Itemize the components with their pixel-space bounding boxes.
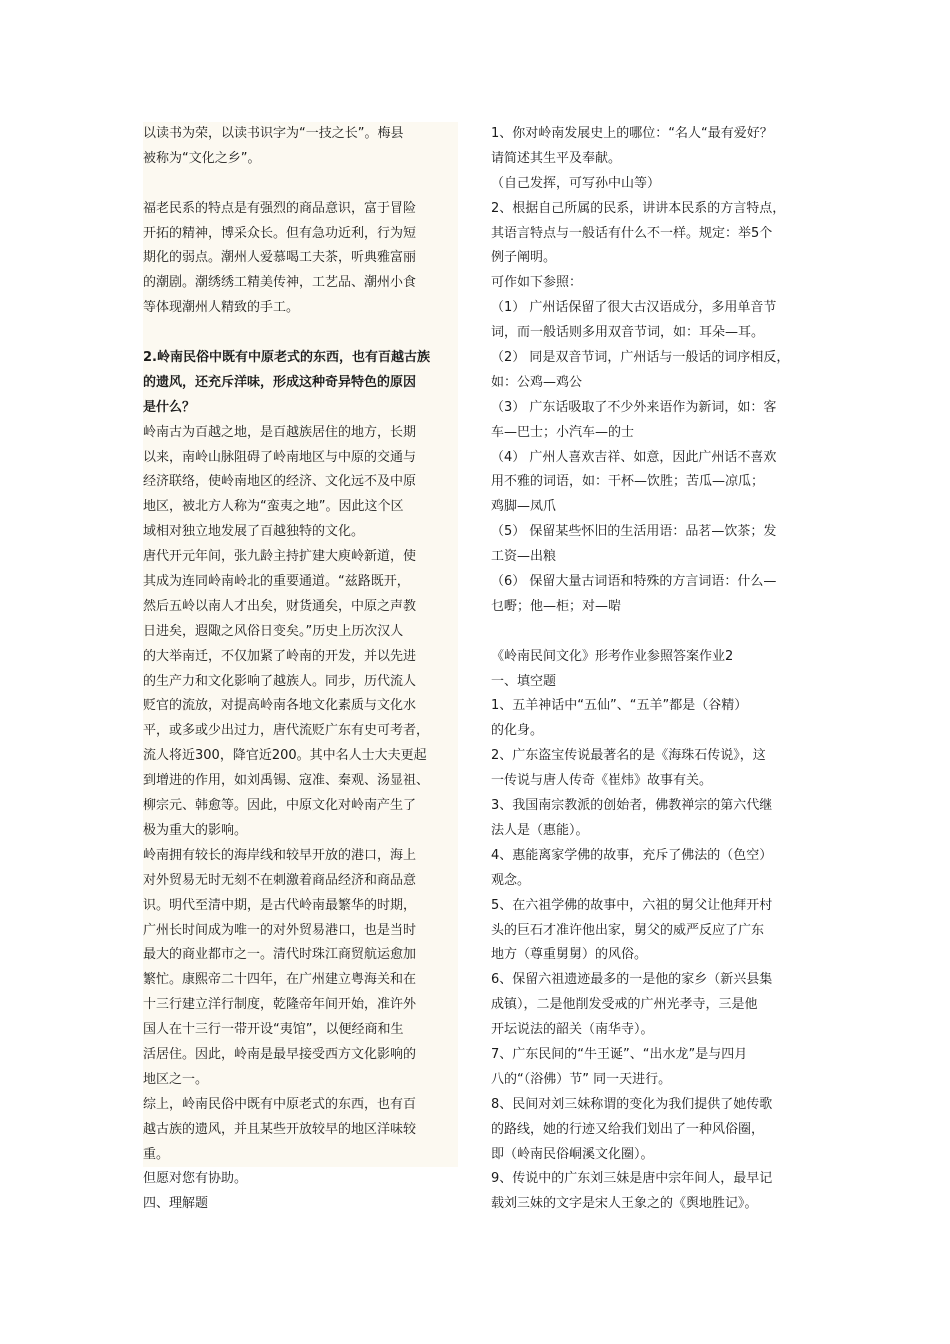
text-line: 的化身。 [491, 723, 544, 739]
text-line: 1、你对岭南发展史上的哪位：“名人“最有爱好？ [491, 126, 773, 141]
text-line: 被称为“文化之乡”。 [143, 150, 261, 166]
text-line: （6） 保留大量古词语和特殊的方言词语：什么— [491, 574, 777, 590]
text-line: 国人在十三行一带开设“夷馆”，以便经商和生 [143, 1022, 404, 1038]
paragraph [491, 645, 811, 1217]
text-line: 3、我国南宗教派的创始者，佛教禅宗的第六代继 [491, 798, 773, 814]
text-line: 地区，被北方人称为“蛮夷之地”。因此这个区 [143, 499, 404, 515]
text-line: 最大的商业都市之一。清代时珠江商贸航运愈加 [143, 947, 417, 963]
text-line: 鸡脚—凤爪 [491, 499, 557, 515]
text-line: 综上，岭南民俗中既有中原老式的东西，也有百 [143, 1096, 417, 1112]
text-line: 即（岭南民俗峒溪文化圈）。 [491, 1146, 654, 1162]
text-line: 十三行建立洋行制度，乾隆帝年间开始，准许外 [143, 997, 417, 1013]
text-line: 观念。 [491, 872, 531, 888]
text-line: 期化的弱点。潮州人爱慕喝工夫茶，听典雅富丽 [143, 250, 417, 266]
paragraph [143, 421, 458, 545]
blank-line [143, 172, 458, 197]
paragraph [143, 1093, 458, 1168]
text-line: 可作如下参照： [491, 275, 583, 291]
text-line: 例子阐明。 [491, 250, 557, 266]
text-line: 但愿对您有协助。 [143, 1171, 248, 1187]
text-line: 一、填空题 [491, 673, 557, 689]
text-line: 开拓的精神，博采众长。但有急功近利，行为短 [143, 225, 417, 241]
paragraph [143, 1167, 458, 1217]
text-line: 用不雅的词语，如：干杯—饮胜；苦瓜—凉瓜； [491, 474, 765, 490]
text-line: 5、在六祖学佛的故事中，六祖的舅父让他拜开村 [491, 897, 773, 913]
text-line: 4、惠能离家学佛的故事，充斥了佛法的（色空） [491, 847, 773, 863]
text-line: 等体现潮州人精致的手工。 [143, 300, 300, 316]
text-line: （自己发挥，可写孙中山等） [491, 175, 661, 191]
text-line: 域相对独立地发展了百越独特的文化。 [143, 524, 365, 540]
text-line: 活居住。因此，岭南是最早接受西方文化影响的 [143, 1046, 417, 1062]
text-line: 经济联络，使岭南地区的经济、文化远不及中原 [143, 474, 417, 490]
text-line: 其成为连同岭南岭北的重要通道。“兹路既开， [143, 574, 410, 590]
text-line: 岭南拥有较长的海岸线和较早开放的港口，海上 [143, 847, 417, 863]
text-line: 《岭南民间文化》形考作业参照答案作业2 [491, 648, 734, 664]
paragraph [491, 122, 811, 620]
text-line: 以来，南岭山脉阻碍了岭南地区与中原的交通与 [143, 449, 417, 465]
text-line: 开坛说法的韶关（南华寺）。 [491, 1022, 654, 1038]
text-line: 的大举南迁，不仅加紧了岭南的开发，并以先进 [143, 648, 417, 664]
text-line: 越古族的遗风，并且某些开放较早的地区洋味较 [143, 1121, 417, 1137]
text-line: 词，而一般话则多用双音节词，如：耳朵—耳。 [491, 325, 765, 341]
text-line: 头的巨石才准许他出家，舅父的威严反应了广东 [491, 922, 765, 938]
text-line: 重。 [143, 1146, 170, 1162]
text-line: 的路线，她的行迹又给我们划出了一种风俗圈， [491, 1121, 765, 1137]
text-line: 繁忙。康熙帝二十四年，在广州建立粤海关和在 [143, 972, 417, 988]
paragraph [143, 545, 458, 844]
text-line: （2） 同是双音节词，广州话与一般话的词序相反， [491, 350, 790, 366]
text-line: 以读书为荣，以读书识字为“一技之长”。梅县 [143, 126, 404, 141]
text-line: 2、广东盗宝传说最著名的是《海珠石传说》，这 [491, 748, 766, 764]
text-line: 车—巴士；小汽车—的士 [491, 424, 635, 440]
right-column [491, 122, 811, 1217]
text-line: 地方（尊重舅舅）的风俗。 [491, 947, 648, 963]
text-line: 2、根据自己所属的民系，讲讲本民系的方言特点， [491, 200, 786, 216]
text-line: 日进矣，遐陬之风俗日变矣。”历史上历次汉人 [143, 623, 404, 639]
text-line: 的潮剧。潮绣绣工精美传神，工艺品、潮州小食 [143, 275, 417, 291]
blank-line [491, 620, 811, 645]
text-line: 岭南古为百越之地，是百越族居住的地方，长期 [143, 424, 417, 440]
text-line: 请简述其生平及奉献。 [491, 150, 622, 166]
question-heading [143, 346, 458, 421]
text-line: （1） 广州话保留了很大古汉语成分，多用单音节 [491, 300, 777, 316]
text-line: 1、五羊神话中“五仙”、“五羊”都是（谷精） [491, 698, 748, 714]
text-line: 9、传说中的广东刘三妹是唐中宗年间人，最早记 [491, 1171, 773, 1187]
text-line: 7、广东民间的“牛王诞”、“出水龙”是与四月 [491, 1046, 748, 1062]
blank-line [143, 321, 458, 346]
text-line: 法人是（惠能）。 [491, 822, 589, 838]
text-line: 极为重大的影响。 [143, 822, 248, 838]
text-line: 如：公鸡—鸡公 [491, 374, 583, 390]
text-line: 的生产力和文化影响了越族人。同步，历代流人 [143, 673, 417, 689]
text-line: 四、理解题 [143, 1196, 209, 1212]
text-line: 6、保留六祖遗迹最多的一是他的家乡（新兴县集 [491, 972, 773, 988]
text-line: 平，或多或少出过力，唐代流贬广东有史可考者， [143, 723, 430, 739]
text-line: 是什么？ [143, 399, 196, 415]
text-line: 8、民间对刘三妹称谓的变化为我们提供了她传歌 [491, 1096, 773, 1112]
paragraph [143, 844, 458, 1093]
paragraph [143, 122, 458, 172]
text-line: 一传说与唐人传奇《崔炜》故事有关。 [491, 773, 713, 789]
text-line: （5） 保留某些怀旧的生活用语：品茗—饮茶；发 [491, 524, 777, 540]
text-line: 然后五岭以南人才出矣，财货通矣，中原之声教 [143, 598, 417, 614]
text-line: 到增进的作用，如刘禹锡、寇准、秦观、汤显祖、 [143, 773, 430, 789]
text-line: 贬官的流放，对提高岭南各地文化素质与文化水 [143, 698, 417, 714]
text-line: 广州长时间成为唯一的对外贸易港口，也是当时 [143, 922, 417, 938]
text-line: 地区之一。 [143, 1071, 209, 1087]
text-line: 唐代开元年间，张九龄主持扩建大庾岭新道，使 [143, 549, 417, 565]
text-line: 2.岭南民俗中既有中原老式的东西，也有百越古族 [143, 350, 430, 366]
text-line: 工资—出粮 [491, 549, 557, 565]
text-line: 柳宗元、韩愈等。因此，中原文化对岭南产生了 [143, 798, 417, 814]
text-line: （4） 广州人喜欢吉祥、如意，因此广州话不喜欢 [491, 449, 777, 465]
text-line: 其语言特点与一般话有什么不一样。规定：举5个 [491, 225, 773, 241]
text-line: 乜嘢；他—柜；对—啱 [491, 598, 622, 614]
text-line: 载刘三妹的文字是宋人王象之的《舆地胜记》。 [491, 1196, 758, 1212]
text-line: 流人将近300，降官近200。其中名人士大夫更起 [143, 748, 427, 764]
paragraph [143, 197, 458, 321]
left-column [143, 122, 458, 1217]
text-line: 成镇），二是他削发受戒的广州光孝寺，三是他 [491, 997, 758, 1013]
text-line: 八的“（浴佛）节” 同一天进行。 [491, 1071, 672, 1087]
text-line: 识。明代至清中期，是古代岭南最繁华的时期， [143, 897, 417, 913]
text-line: 对外贸易无时无刻不在刺激着商品经济和商品意 [143, 872, 417, 888]
text-line: 福老民系的特点是有强烈的商品意识，富于冒险 [143, 200, 417, 216]
text-line: （3） 广东话吸取了不少外来语作为新词，如：客 [491, 399, 777, 415]
text-line: 的遗风，还充斥洋味，形成这种奇异特色的原因 [143, 374, 417, 390]
